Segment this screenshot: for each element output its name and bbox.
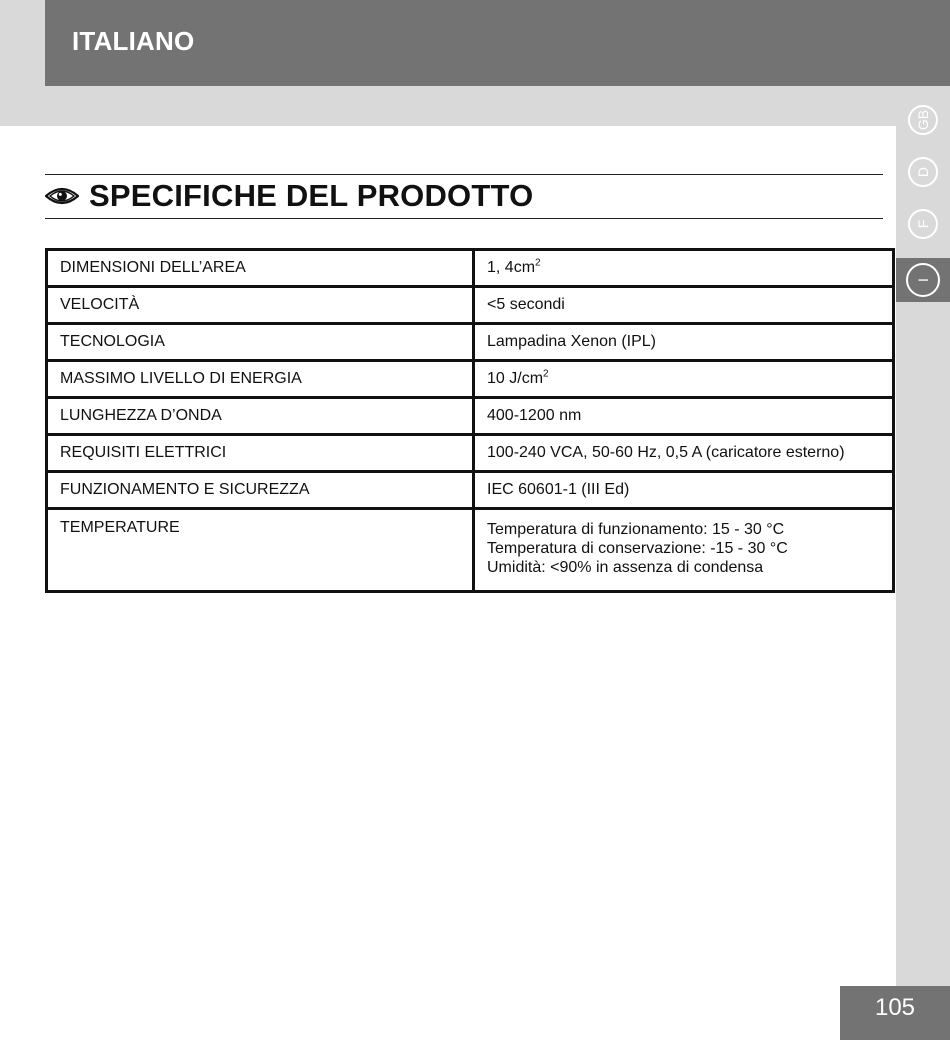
spec-value-text: 10 J/cm bbox=[487, 370, 544, 387]
spec-value-line: Temperatura di funzionamento: 15 - 30 °C bbox=[487, 521, 785, 538]
spec-value-line: Temperatura di conservazione: -15 - 30 °C bbox=[487, 540, 788, 557]
lang-tab-gb-label: GB bbox=[908, 105, 938, 135]
heading-rule-bottom bbox=[45, 218, 883, 219]
section-heading bbox=[45, 176, 533, 216]
spec-label: VELOCITÀ bbox=[47, 287, 474, 324]
spec-value: <5 secondi bbox=[474, 287, 894, 324]
spec-label: FUNZIONAMENTO E SICUREZZA bbox=[47, 472, 474, 509]
page-number: 105 bbox=[874, 994, 916, 1021]
spec-value bbox=[474, 509, 894, 592]
language-header: ITALIANO bbox=[72, 26, 195, 56]
table-row bbox=[47, 472, 894, 509]
lang-tab-f-label: F bbox=[908, 209, 938, 239]
spec-value: Lampadina Xenon (IPL) bbox=[474, 324, 894, 361]
table-row bbox=[47, 435, 894, 472]
lang-tab-gb[interactable] bbox=[896, 98, 950, 142]
table-row bbox=[47, 324, 894, 361]
lang-tab-d[interactable] bbox=[896, 150, 950, 194]
spec-label: REQUISITI ELETTRICI bbox=[47, 435, 474, 472]
spec-label: DIMENSIONI DELL’AREA bbox=[47, 250, 474, 287]
table-row bbox=[47, 250, 894, 287]
spec-value bbox=[474, 361, 894, 398]
section-title: SPECIFICHE DEL PRODOTTO bbox=[89, 178, 534, 213]
spec-label: TEMPERATURE bbox=[47, 509, 474, 592]
spec-value: 400-1200 nm bbox=[474, 398, 894, 435]
spec-label: MASSIMO LIVELLO DI ENERGIA bbox=[47, 361, 474, 398]
lang-tab-i-active[interactable] bbox=[896, 258, 950, 302]
lang-tab-d-label: D bbox=[908, 157, 938, 187]
lang-tab-f[interactable] bbox=[896, 202, 950, 246]
table-row bbox=[47, 509, 894, 592]
spec-value-text: 1, 4cm bbox=[487, 259, 536, 276]
spec-value: 100-240 VCA, 50-60 Hz, 0,5 A (caricatore esterno) bbox=[474, 435, 894, 472]
spec-value: IEC 60601-1 (III Ed) bbox=[474, 472, 894, 509]
spec-value-superscript: 2 bbox=[543, 368, 549, 380]
lang-tab-i-label: I bbox=[906, 263, 940, 297]
spec-value-line: Umidità: <90% in assenza di condensa bbox=[487, 559, 764, 576]
table-row bbox=[47, 287, 894, 324]
spec-label: TECNOLOGIA bbox=[47, 324, 474, 361]
table-row bbox=[47, 398, 894, 435]
heading-rule-top bbox=[45, 174, 883, 175]
spec-value-superscript: 2 bbox=[535, 257, 541, 269]
table-row bbox=[47, 361, 894, 398]
eye-icon bbox=[45, 185, 79, 207]
spec-value bbox=[474, 250, 894, 287]
spec-label: LUNGHEZZA D’ONDA bbox=[47, 398, 474, 435]
specs-table bbox=[45, 248, 895, 593]
